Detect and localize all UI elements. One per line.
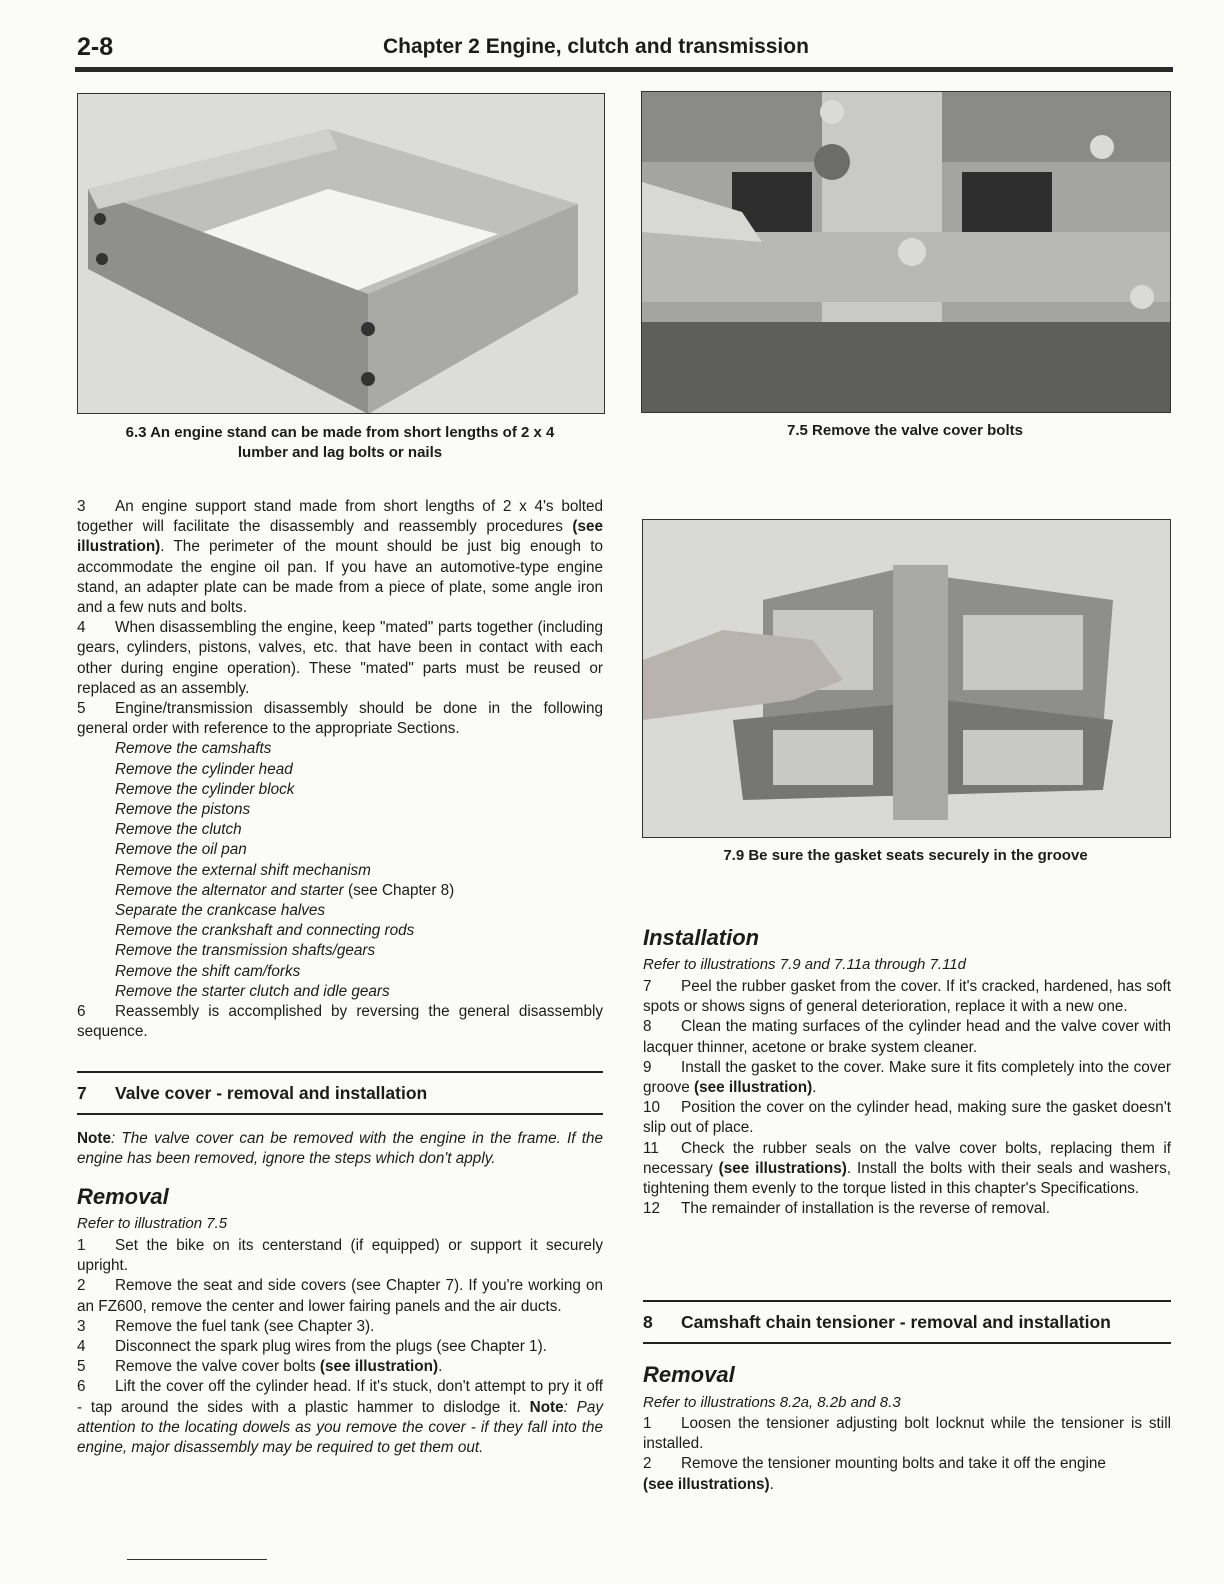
paragraph-5: 5 Engine/transmission disassembly should be done in the following general order with reference to the appropriate Sections.	[77, 700, 603, 738]
install-step-8: 8 Clean the mating surfaces of the cylinder head and the valve cover with lacquer thinner, acetone or brake system cleaner.	[643, 1018, 1171, 1056]
installation-heading: Installation	[643, 925, 760, 950]
step-item: Remove the alternator and starter (see Chapter 8)	[115, 881, 455, 899]
removal-step-1: 1 Set the bike on its centerstand (if equipped) or support it securely upright.	[77, 1237, 603, 1275]
section-8-heading: 8 Camshaft chain tensioner - removal and installation	[643, 1300, 1171, 1344]
section-7-heading: 7 Valve cover - removal and installation	[77, 1071, 603, 1115]
paragraph-6: 6 Reassembly is accomplished by reversing the general disassembly sequence.	[77, 1003, 603, 1041]
figure-7-5-caption: 7.5 Remove the valve cover bolts	[787, 422, 1023, 439]
section-7-note: Note: The valve cover can be removed with the engine in the frame. If the engine has been removed, ignore the steps which don't apply.	[77, 1130, 603, 1168]
header-rule	[75, 67, 1173, 72]
tensioner-steps	[643, 1414, 1171, 1495]
tensioner-removal-heading: Removal	[643, 1362, 735, 1387]
removal-steps	[77, 1236, 603, 1458]
step-item: Remove the shift cam/forks	[115, 962, 301, 980]
tensioner-removal-refer: Refer to illustrations 8.2a, 8.2b and 8.3	[643, 1394, 901, 1411]
chapter-title: Chapter 2 Engine, clutch and transmission	[383, 35, 809, 58]
install-step-11: 11 Check the rubber seals on the valve cover bolts, replacing them if necessary (see illustrations). Install the bolts with their seals and washers, tightening them evenly to the torque listed in this chapter's Specifications.	[643, 1139, 1172, 1198]
tensioner-step-1: 1 Loosen the tensioner adjusting bolt locknut while the tensioner is still installed.	[643, 1415, 1171, 1453]
step-item: Remove the pistons	[115, 801, 251, 819]
footer-rule	[127, 1559, 267, 1560]
figure-6-3-caption: 6.3 An engine stand can be made from short lengths of 2 x 4 lumber and lag bolts or nails	[125, 424, 555, 461]
step-item: Remove the starter clutch and idle gears	[115, 982, 390, 1000]
removal-refer: Refer to illustration 7.5	[77, 1215, 228, 1232]
step-item: Remove the oil pan	[115, 841, 247, 859]
install-step-7: 7 Peel the rubber gasket from the cover. If it's cracked, hardened, has soft spots or shows signs of general deterioration, replace it with a new one.	[643, 978, 1171, 1016]
step-item: Separate the crankcase halves	[115, 902, 326, 920]
removal-step-3: 3 Remove the fuel tank (see Chapter 3).	[77, 1317, 375, 1335]
step-item: Remove the clutch	[115, 821, 242, 839]
step-item: Remove the cylinder head	[115, 760, 293, 778]
step-item: Remove the crankshaft and connecting rods	[115, 922, 415, 940]
engine-stand-photo	[77, 93, 605, 414]
valve-cover-bolts-photo	[641, 91, 1171, 413]
install-step-12: 12 The remainder of installation is the reverse of removal.	[643, 1200, 1050, 1218]
figure-7-9-caption: 7.9 Be sure the gasket seats securely in the groove	[723, 847, 1088, 864]
removal-step-5: 5 Remove the valve cover bolts (see illustration).	[77, 1358, 443, 1376]
step-item: Remove the transmission shafts/gears	[115, 942, 376, 960]
installation-steps	[643, 977, 1171, 1219]
step-item: Remove the cylinder block	[115, 780, 295, 798]
installation-refer: Refer to illustrations 7.9 and 7.11a through 7.11d	[643, 956, 966, 973]
disassembly-step-list	[77, 739, 603, 1002]
step-item: Remove the camshafts	[115, 740, 272, 758]
install-step-9: 9 Install the gasket to the cover. Make sure it fits completely into the cover groove (see illustration).	[643, 1058, 1171, 1097]
paragraph-3: 3 An engine support stand made from short lengths of 2 x 4's bolted together will facilitate the disassembly and reassembly procedures (see illustration). The perimeter of the mount should be just big enough to accommodate the engine oil pan. If you have an automotive-type engine stand, an adapter plate can be made from a piece of plate, some angle iron and a few nuts and bolts.	[77, 498, 603, 617]
removal-step-4: 4 Disconnect the spark plug wires from the plugs (see Chapter 1).	[77, 1338, 547, 1356]
removal-step-6: 6 Lift the cover off the cylinder head. If it's stuck, don't attempt to pry it off - tap around the sides with a plastic hammer to dislodge it. Note: Pay attention to the locating dowels as you remove the cover - if they fall into the engine, major disassembly may be required to get them out.	[77, 1378, 604, 1457]
removal-step-2: 2 Remove the seat and side covers (see Chapter 7). If you're working on an FZ600, remove the center and lower fairing panels and the air ducts.	[77, 1277, 603, 1315]
step-item: Remove the external shift mechanism	[115, 861, 371, 879]
tensioner-step-2: 2 Remove the tensioner mounting bolts and take it off the engine (see illustrations).	[643, 1455, 1106, 1493]
left-column-intro	[77, 497, 603, 1042]
removal-heading: Removal	[77, 1184, 169, 1209]
install-step-10: 10 Position the cover on the cylinder head, making sure the gasket doesn't slip out of place.	[643, 1099, 1171, 1137]
page-number: 2-8	[77, 33, 114, 61]
paragraph-4: 4 When disassembling the engine, keep "mated" parts together (including gears, cylinders, pistons, valves, etc. that have been in contact with each other during engine operation). These "mated" parts must be reused or replaced as an assembly.	[77, 619, 603, 697]
gasket-groove-photo	[642, 519, 1171, 838]
